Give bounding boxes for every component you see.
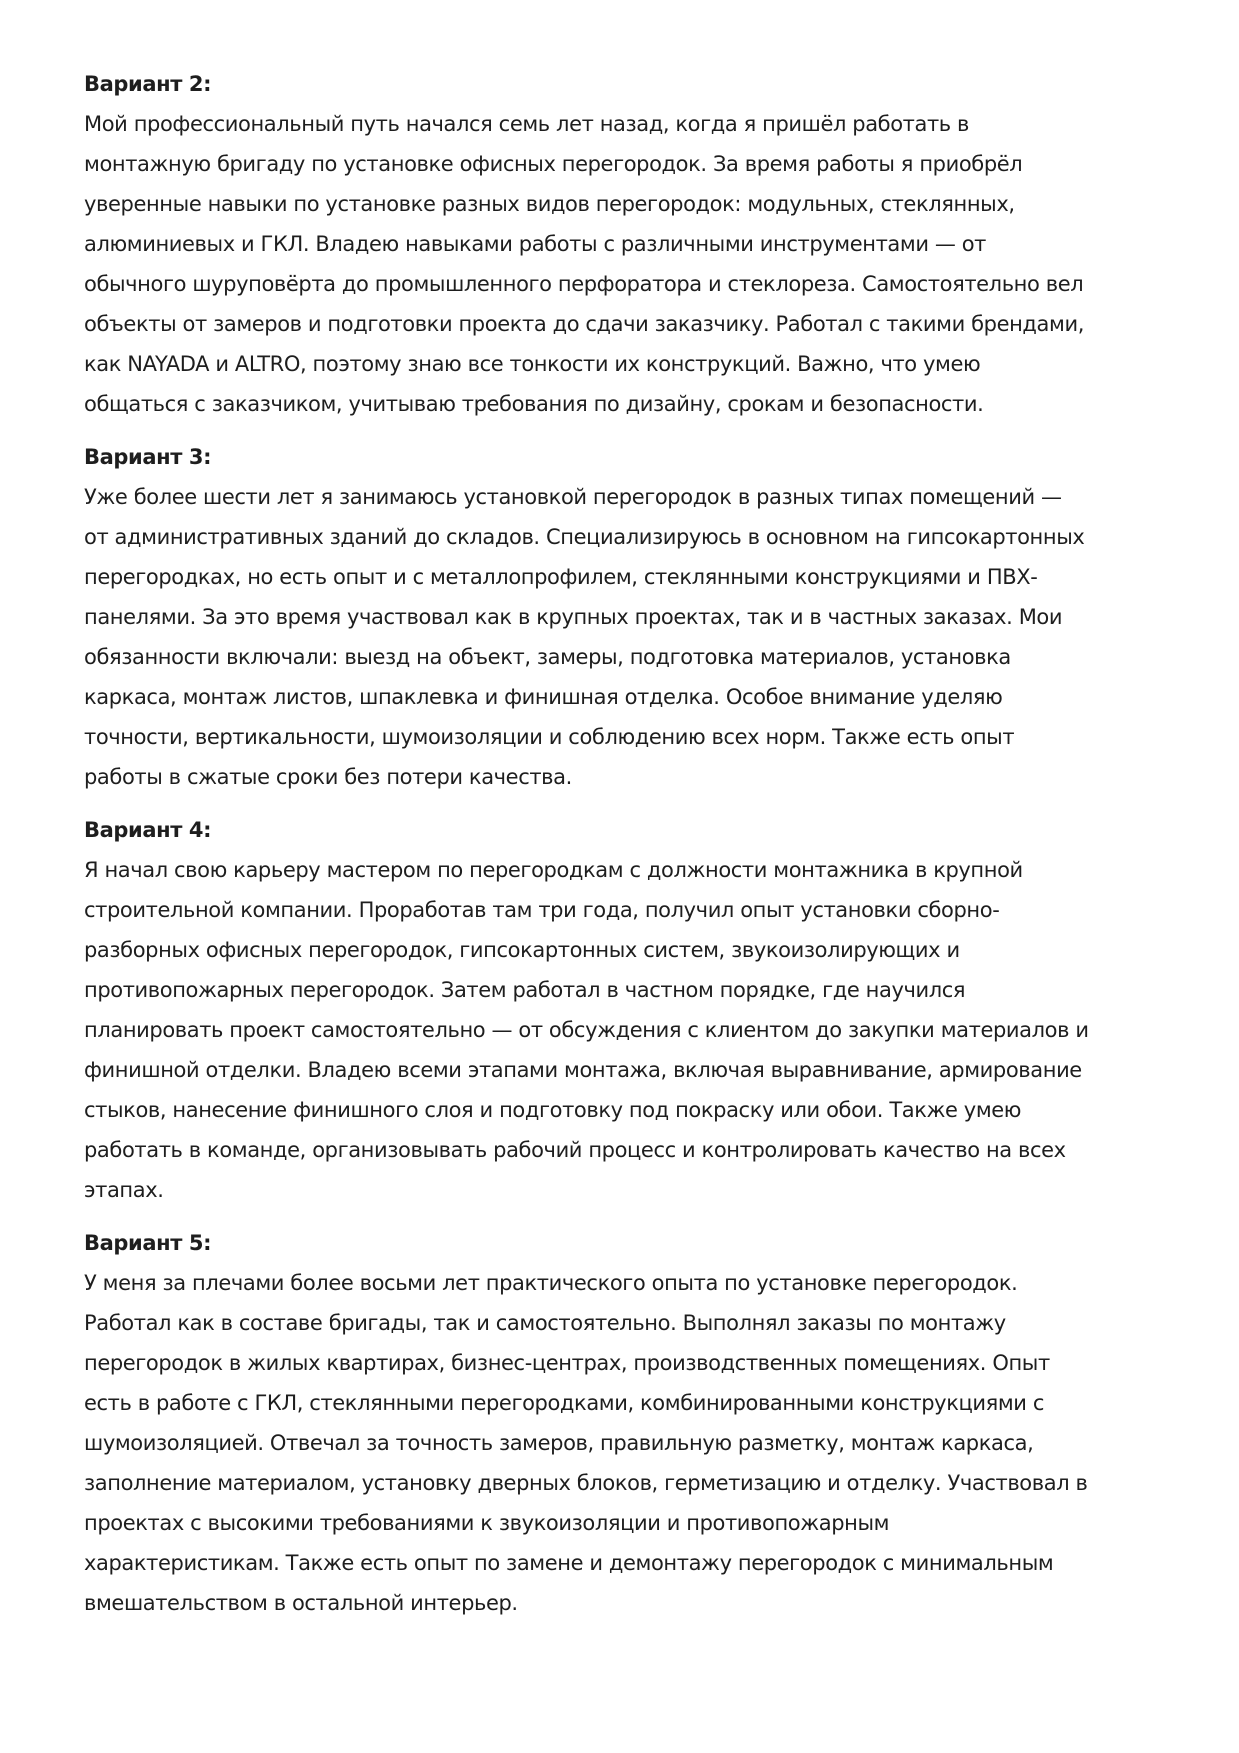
- text-line: финишной отделки. Владею всеми этапами монтажа, включая выравнивание, армирование: [84, 1058, 1082, 1082]
- variant-3-text: [84, 477, 1164, 797]
- variant-2-section: [84, 64, 1164, 424]
- text-line: строительной компании. Проработав там три года, получил опыт установки сборно-: [84, 898, 1000, 922]
- text-line: монтажную бригаду по установке офисных перегородок. За время работы я приобрёл: [84, 152, 1023, 176]
- text-line: противопожарных перегородок. Затем работал в частном порядке, где научился: [84, 978, 966, 1002]
- text-line: каркаса, монтаж листов, шпаклевка и финишная отделка. Особое внимание уделяю: [84, 685, 1003, 709]
- text-line: обычного шуруповёрта до промышленного перфоратора и стеклореза. Самостоятельно вел: [84, 272, 1084, 296]
- variant-2-text: [84, 104, 1164, 424]
- text-line: этапах.: [84, 1178, 164, 1202]
- variant-5-heading: Вариант 5:: [84, 1231, 212, 1255]
- text-line: Мой профессиональный путь начался семь лет назад, когда я пришёл работать в: [84, 112, 970, 136]
- text-line: обязанности включали: выезд на объект, замеры, подготовка материалов, установка: [84, 645, 1011, 669]
- text-line: заполнение материалом, установку дверных блоков, герметизацию и отделку. Участвовал в: [84, 1471, 1088, 1495]
- text-line: Я начал свою карьеру мастером по перегородкам с должности монтажника в крупной: [84, 858, 1023, 882]
- variant-5-section: [84, 1223, 1164, 1623]
- text-line: как NAYADA и ALTRO, поэтому знаю все тонкости их конструкций. Важно, что умею: [84, 352, 981, 376]
- text-line: перегородок в жилых квартирах, бизнес-центрах, производственных помещениях. Опыт: [84, 1351, 1050, 1375]
- variant-5-text: [84, 1263, 1164, 1623]
- text-line: общаться с заказчиком, учитываю требования по дизайну, срокам и безопасности.: [84, 392, 984, 416]
- variant-4-section: [84, 810, 1164, 1210]
- text-line: Уже более шести лет я занимаюсь установкой перегородок в разных типах помещений —: [84, 485, 1062, 509]
- variant-4-text: [84, 850, 1164, 1210]
- text-line: работы в сжатые сроки без потери качества.: [84, 765, 572, 789]
- section-gap: [84, 1210, 1164, 1223]
- text-line: алюминиевых и ГКЛ. Владею навыками работы с различными инструментами — от: [84, 232, 987, 256]
- text-line: есть в работе с ГКЛ, стеклянными перегородками, комбинированными конструкциями с: [84, 1391, 1044, 1415]
- variant-4-heading: Вариант 4:: [84, 818, 212, 842]
- text-line: от административных зданий до складов. Специализируюсь в основном на гипсокартонных: [84, 525, 1085, 549]
- text-line: перегородках, но есть опыт и с металлопрофилем, стеклянными конструкциями и ПВХ-: [84, 565, 1038, 589]
- document-page: [84, 64, 1164, 1623]
- text-line: разборных офисных перегородок, гипсокартонных систем, звукоизолирующих и: [84, 938, 960, 962]
- text-line: стыков, нанесение финишного слоя и подготовку под покраску или обои. Также умею: [84, 1098, 1022, 1122]
- text-line: шумоизоляцией. Отвечал за точность замеров, правильную разметку, монтаж каркаса,: [84, 1431, 1034, 1455]
- text-line: У меня за плечами более восьми лет практического опыта по установке перегородок.: [84, 1271, 1018, 1295]
- text-line: уверенные навыки по установке разных видов перегородок: модульных, стеклянных,: [84, 192, 1015, 216]
- text-line: планировать проект самостоятельно — от обсуждения с клиентом до закупки материалов и: [84, 1018, 1089, 1042]
- text-line: объекты от замеров и подготовки проекта до сдачи заказчику. Работал с такими брендами,: [84, 312, 1084, 336]
- variant-3-section: [84, 437, 1164, 797]
- section-gap: [84, 797, 1164, 810]
- text-line: Работал как в составе бригады, так и самостоятельно. Выполнял заказы по монтажу: [84, 1311, 1006, 1335]
- variant-3-heading: Вариант 3:: [84, 445, 212, 469]
- text-line: точности, вертикальности, шумоизоляции и соблюдению всех норм. Также есть опыт: [84, 725, 1015, 749]
- text-line: проектах с высокими требованиями к звукоизоляции и противопожарным: [84, 1511, 890, 1535]
- variant-2-heading: Вариант 2:: [84, 72, 212, 96]
- section-gap: [84, 424, 1164, 437]
- text-line: вмешательством в остальной интерьер.: [84, 1591, 518, 1615]
- text-line: панелями. За это время участвовал как в крупных проектах, так и в частных заказах. Мои: [84, 605, 1063, 629]
- text-line: характеристикам. Также есть опыт по замене и демонтажу перегородок с минимальным: [84, 1551, 1054, 1575]
- text-line: работать в команде, организовывать рабочий процесс и контролировать качество на всех: [84, 1138, 1066, 1162]
